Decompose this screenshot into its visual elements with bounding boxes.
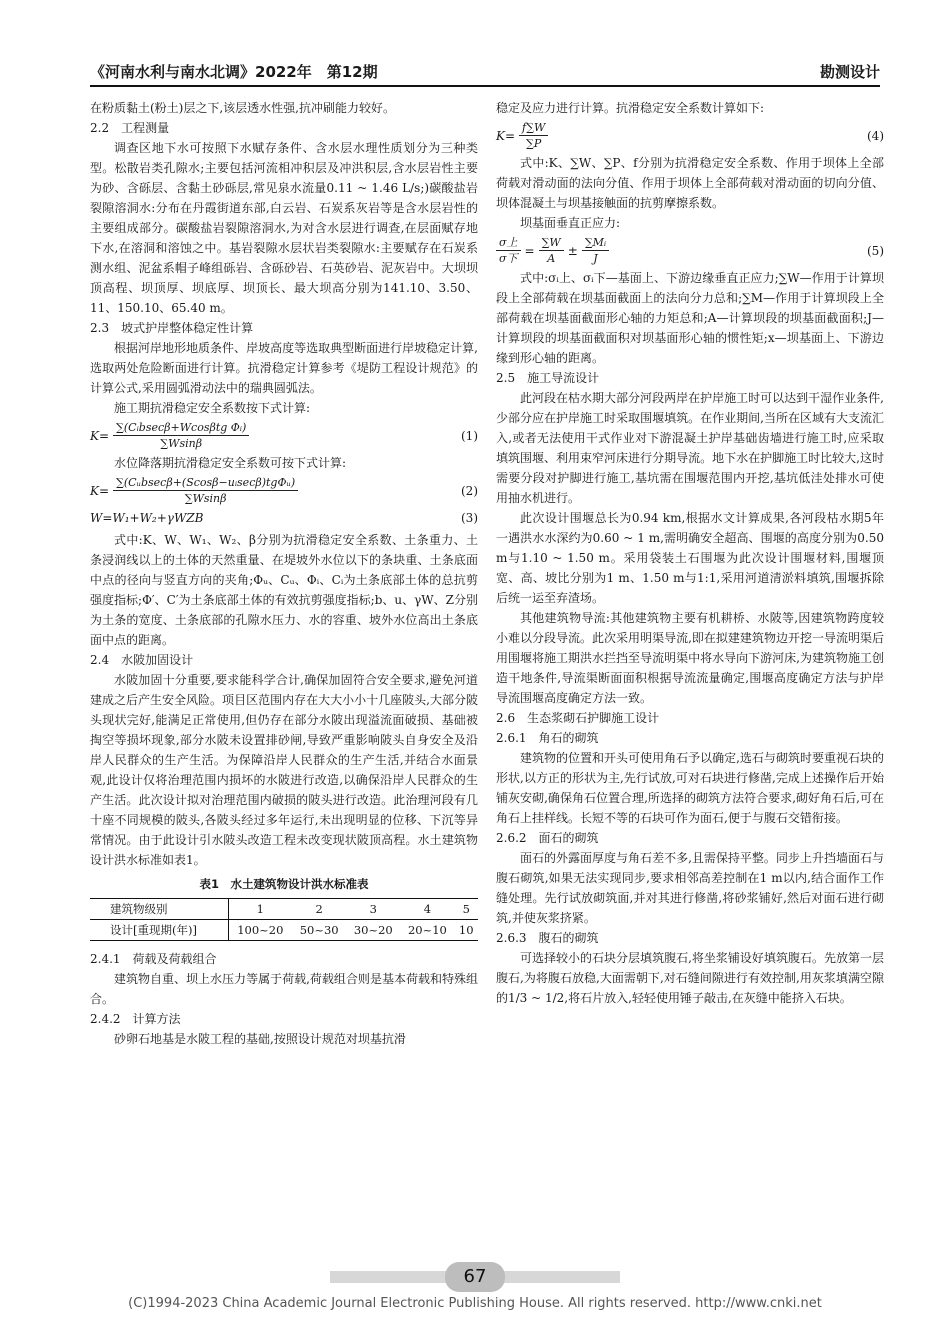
table-row-label: 建筑物级别: [90, 899, 228, 920]
running-header: [90, 58, 880, 87]
table-cell: 100~20: [228, 920, 292, 941]
fraction: [539, 235, 564, 266]
paragraph: 此次设计围堰总长为0.94 km,根据水文计算成果,各河段枯水期5年一遇洪水水深约为0.60 ~ 1 m,需明确安全超高、围堰的高度分别为0.50 m与1.10 ~ 1.50 m。采用袋装土石围堰为此次设计围堰材料,围堰顶宽、高、坡比分别为1 m、1.50 m与1:1,采用河道清淤料填筑,围堰拆除后统一运至弃渣场。: [496, 511, 884, 605]
fraction: [519, 120, 548, 151]
equals-sign: =: [524, 243, 535, 258]
paragraph: 水位降落期抗滑稳定安全系数可按下式计算:: [114, 456, 347, 470]
paragraph: 施工期抗滑稳定安全系数按下式计算:: [114, 401, 311, 415]
table-row: [90, 899, 478, 920]
equation-5: [496, 235, 884, 266]
table-cell: 10: [454, 920, 478, 941]
section-heading: 2.4.2 计算方法: [90, 1012, 181, 1026]
equation-number: (4): [867, 128, 884, 143]
numerator: ∑(Cᵢbsecβ+Wcosβtg Φᵢ): [113, 420, 249, 436]
table-cell: 4: [400, 899, 454, 920]
page-number: 67: [445, 1262, 505, 1292]
paragraph: 其他建筑物导流:其他建筑物主要有机耕桥、水陂等,因建筑物跨度较小难以分段导流。此次采用明渠导流,即在拟建建筑物边开挖一导流明渠后用围堰将施工期洪水拦挡至导流明渠中将水导向下游河床,为建筑物施工创造干地条件,导流渠断面面积根据导流流量确定,围堰高度确定方法与护岸导流围堰高度确定方法一致。: [496, 611, 884, 705]
equation-3: [90, 508, 478, 528]
table-cell: 50~30: [292, 920, 346, 941]
paragraph: 面石的外露面厚度与角石差不多,且需保持平整。同步上升挡墙面石与腹石砌筑,如果无法实现同步,要求相邻高差控制在1 m以内,结合面作工作缝处理。先行试放砌筑面,并对其进行修凿,将砂浆铺好,然后对面石进行砌筑,并使灰浆挤紧。: [496, 851, 884, 925]
paragraph: 根据河岸地形地质条件、岸坡高度等选取典型断面进行岸坡稳定计算,选取两处危险断面进行计算。抗滑稳定计算参考《堤防工程设计规范》的计算公式,采用圆弧滑动法中的瑞典圆弧法。: [90, 341, 478, 395]
equation-4: [496, 120, 884, 151]
equation-number: (2): [461, 483, 478, 498]
equation-body: W=W₁+W₂+γWZB: [90, 511, 204, 525]
numerator: σ上: [496, 235, 521, 251]
numerator: ∑(Cᵤbsecβ+(Scosβ−uᵢsecβ)tgΦᵤ): [113, 475, 298, 491]
table-cell: 1: [228, 899, 292, 920]
fraction: [496, 235, 521, 266]
equation-lhs: K=: [496, 128, 516, 143]
table-cell: 30~20: [346, 920, 400, 941]
numerator: f∑W: [519, 120, 548, 136]
plus-minus-sign: ±: [567, 243, 578, 258]
section-heading: 2.6.1 角石的砌筑: [496, 731, 599, 745]
paragraph: 稳定及应力进行计算。抗滑稳定安全系数计算如下:: [496, 101, 765, 115]
section-title: 勘测设计: [819, 63, 880, 81]
section-heading: 2.4 水陂加固设计: [90, 653, 194, 667]
table-cell: 20~10: [400, 920, 454, 941]
table-title: 表1 水土建筑物设计洪水标准表: [199, 877, 369, 891]
paragraph: 在粉质黏土(粉土)层之下,该层透水性强,抗冲刷能力较好。: [90, 101, 395, 115]
section-heading: 2.2 工程测量: [90, 121, 170, 135]
page-number-wrap: [0, 1262, 950, 1292]
equation-1: [90, 420, 478, 451]
flood-standard-table: [90, 898, 478, 941]
copyright-footer: (C)1994-2023 China Academic Journal Electronic Publishing House. All rights reserved. http://www.cnki.net: [128, 1296, 822, 1311]
fraction: [582, 235, 609, 266]
paragraph: 建筑物的位置和开头可使用角石予以确定,选石与砌筑时要重视石块的形状,以方正的形状为主,先行试放,可对石块进行修凿,完成上述操作后开始铺灰安砌,确保角石位置合理,所选择的砌筑方法符合要求,砌好角石后,可在角石上挂样线。长短不等的石块可作为面石,便于与腹石交错衔接。: [496, 751, 884, 825]
fraction: [113, 420, 249, 451]
equation-2: [90, 475, 478, 506]
section-heading: 2.6.3 腹石的砌筑: [496, 931, 599, 945]
fraction: [113, 475, 298, 506]
equation-number: (5): [867, 243, 884, 258]
denominator: ∑Wsinβ: [160, 437, 203, 450]
equation-lhs: K=: [90, 428, 110, 443]
denominator: ∑Wsinβ: [184, 492, 227, 505]
section-heading: 2.3 坡式护岸整体稳定性计算: [90, 321, 254, 335]
section-heading: 2.6 生态浆砌石护脚施工设计: [496, 711, 660, 725]
paragraph: 建筑物自重、坝上水压力等属于荷载,荷载组合则是基本荷载和特殊组合。: [90, 972, 478, 1006]
denominator: σ下: [499, 252, 518, 265]
denominator: J: [593, 252, 598, 265]
paragraph: 式中:K、∑W、∑P、f分别为抗滑稳定安全系数、作用于坝体上全部荷载对滑动面的法向分值、作用于坝体上全部荷载对滑动面的切向分值、坝体混凝土与坝基接触面的抗剪摩擦系数。: [496, 156, 884, 210]
numerator: ∑Mᵢ: [582, 235, 609, 251]
journal-title: 《河南水利与南水北调》2022年 第12期: [90, 63, 378, 81]
table-cell: 5: [454, 899, 478, 920]
paragraph: 砂卵石地基是水陂工程的基础,按照设计规范对坝基抗滑: [114, 1032, 406, 1046]
paragraph: 式中:K、W、W₁、W₂、β分别为抗滑稳定安全系数、土条重力、土条浸润线以上的土体的天然重量、在堤坡外水位以下的条块重、土条底面中点的径向与竖直方向的夹角;Φᵤ、Cᵤ、Φᵢ、Cᵢ为土条底部土体的总抗剪强度指标;Φ′、C′为土条底部土体的有效抗剪强度指标;b、u、γW、Z分别为土条的宽度、土条底部的孔隙水压力、水的容重、坡外水位高出土条底面中点的距离。: [90, 533, 478, 647]
left-column: [90, 98, 478, 1049]
equation-lhs: K=: [90, 483, 110, 498]
equation-number: (1): [461, 428, 478, 443]
table-row-label: 设计[重现期(年)]: [90, 920, 228, 941]
paragraph: 水陂加固十分重要,要求能科学合计,确保加固符合安全要求,避免河道建成之后产生安全风险。项目区范围内存在大大小小十几座陂头,大部分陂头现状完好,能满足正常使用,但仍存在部分水陂出现溢流面破损、基础被掏空等损坏现象,部分水陂未设置排砂闸,导致严重影响陂头自身安全及沿岸人民群众的生产生活。为保障沿岸人民群众的生产生活,并结合水面景观,此设计仅将治理范围内损坏的水陂进行改造,以确保沿岸人民群众的生产生活。此次设计拟对治理范围内破损的陂头进行改造。此治理河段有几十座不同规模的陂头,各陂头经过多年运行,未出现明显的位移、下沉等异常情况。由于此设计引水陂头改造工程未改变现状陂顶高程。水土建筑物设计洪水标准如表1。: [90, 673, 478, 867]
section-heading: 2.5 施工导流设计: [496, 371, 600, 385]
paragraph: 调查区地下水可按照下水赋存条件、含水层水理性质划分为三种类型。松散岩类孔隙水;主要包括河流相冲积层及冲洪积层,含水层岩性主要为砂、含砾层、含黏土砂砾层,常见泉水流量0.11 ~ 1.46 L/s;)碳酸盐岩裂隙溶洞水:分布在丹霞街道东部,白云岩、石炭系灰岩等是含水层岩性的主要组成部分。碳酸盐岩裂隙溶洞水,为对含水层进行调查,在层面赋存地下水,在溶洞和溶蚀之中。基岩裂隙水层状岩类裂隙水:主要赋存在石炭系测水组、泥盆系帽子峰组砾岩、含砾砂岩、石英砂岩、泥灰岩中。大坝坝顶高程、坝顶厚、坝底厚、坝顶长、最大坝高分别为141.10、3.50、11、150.10、65.40 m。: [90, 141, 478, 315]
paragraph: 式中:σᵢ上、σᵢ下—基面上、下游边缘垂直正应力;∑W—作用于计算坝段上全部荷载在坝基面截面上的法向分力总和;∑M—作用于计算坝段上全部荷载在坝基面截面形心轴的力矩总和;A—计算坝段的坝基面截面积;J—计算坝段的坝基面截面积对坝基面形心轴的惯性矩;x—坝基面上、下游边缘到形心轴的距离。: [496, 271, 884, 365]
denominator: ∑P: [526, 137, 542, 150]
paragraph: 此河段在枯水期大部分河段两岸在护岸施工时可以达到干湿作业条件,少部分应在护岸施工时采取围堰填筑。在作业期间,当所在区域有大支流汇入,或者无法使用干式作业对下游混凝土护岸基础齿墙进行施工时,应采取填筑围堰、利用束窄河床进行分期导流。地下水在护脚施工时比较大,这时需要分段对护脚进行施工,基坑需在围堰范围内开挖,基坑低洼处排水可使用抽水机进行。: [496, 391, 884, 505]
paragraph: 坝基面垂直正应力:: [520, 216, 621, 230]
section-heading: 2.6.2 面石的砌筑: [496, 831, 599, 845]
section-heading: 2.4.1 荷载及荷载组合: [90, 952, 217, 966]
paragraph: 可选择较小的石块分层填筑腹石,将坐浆铺设好填筑腹石。先放第一层腹石,为将腹石放稳,大面需朝下,对石缝间隙进行有效控制,用灰浆填满空隙的1/3 ~ 1/2,将石片放入,轻轻使用锤子敲击,在灰缝中能挤入石块。: [496, 951, 884, 1005]
right-column: [496, 98, 884, 1008]
numerator: ∑W: [539, 235, 564, 251]
equation-number: (3): [461, 511, 478, 525]
denominator: A: [547, 252, 556, 265]
table-cell: 3: [346, 899, 400, 920]
table-row: [90, 920, 478, 941]
table-cell: 2: [292, 899, 346, 920]
